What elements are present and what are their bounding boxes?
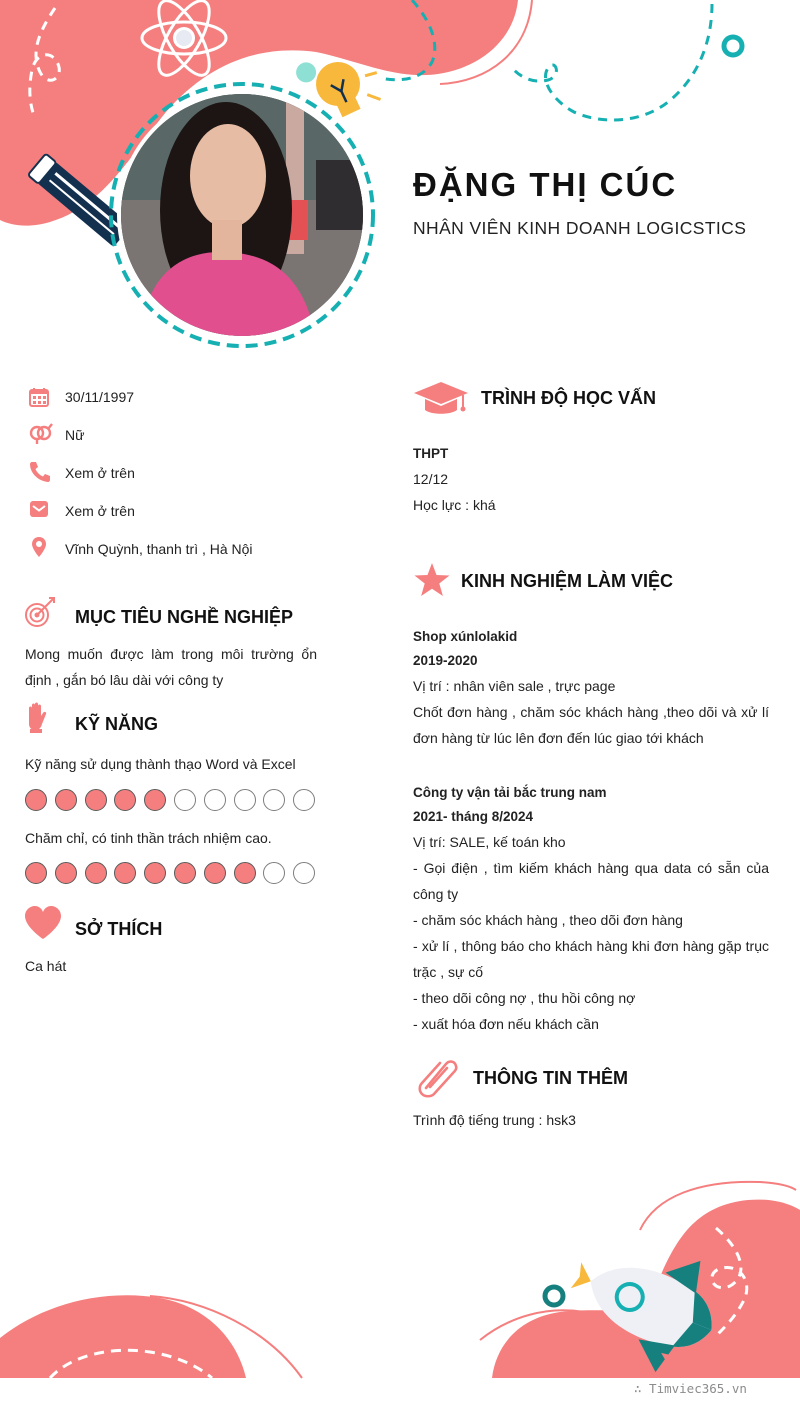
- heart-icon: [24, 906, 62, 940]
- birthday-value: 30/11/1997: [65, 389, 135, 405]
- education-title: TRÌNH ĐỘ HỌC VẤN: [481, 388, 656, 408]
- job-1-period: 2019-2020: [413, 653, 478, 668]
- calendar-icon: [28, 386, 50, 408]
- phone-icon: [28, 460, 50, 482]
- rating-dot: [174, 789, 196, 811]
- rating-dot: [204, 862, 226, 884]
- rating-dot: [293, 862, 315, 884]
- bottom-left-blob: [0, 1295, 246, 1378]
- job-2-company: Công ty vận tải bắc trung nam: [413, 785, 607, 800]
- skill-1-rating: [25, 789, 315, 811]
- target-icon: [24, 596, 58, 630]
- education-rank: Học lực : khá: [413, 497, 496, 513]
- rating-dot: [25, 862, 47, 884]
- rating-dot: [234, 789, 256, 811]
- rating-dot: [114, 862, 136, 884]
- rating-dot: [204, 789, 226, 811]
- job-1-line: Vị trí : nhân viên sale , trực page: [413, 678, 616, 694]
- mail-icon: [28, 498, 50, 520]
- job-2-line: - Gọi điện , tìm kiếm khách hàng qua data có sẵn của: [413, 860, 769, 876]
- gender-icon: [28, 422, 54, 444]
- objective-line-1: Mong muốn được làm trong môi trường ổn: [25, 646, 317, 662]
- address-value: Vĩnh Quỳnh, thanh trì , Hà Nội: [65, 541, 253, 557]
- job-1-company: Shop xúnlolakid: [413, 629, 518, 644]
- rating-dot: [85, 862, 107, 884]
- rating-dot: [174, 862, 196, 884]
- star-icon: [414, 563, 450, 597]
- ring-dot-navy: [545, 1287, 563, 1305]
- rating-dot: [55, 789, 77, 811]
- rating-dot: [144, 862, 166, 884]
- hand-icon: [24, 702, 50, 734]
- extra-text: Trình độ tiếng trung : hsk3: [413, 1112, 576, 1128]
- rating-dot: [263, 862, 285, 884]
- rating-dot: [55, 862, 77, 884]
- skill-2-rating: [25, 862, 315, 884]
- rating-dot: [293, 789, 315, 811]
- email-value: Xem ở trên: [65, 503, 135, 519]
- job-2-period: 2021- tháng 8/2024: [413, 809, 534, 824]
- job-1-line: Chốt đơn hàng , chăm sóc khách hàng ,theo dõi và xử lí: [413, 704, 769, 720]
- education-grade: 12/12: [413, 471, 449, 487]
- job-2-line: công ty: [413, 886, 459, 902]
- job-2-line: trặc , sự cố: [413, 964, 484, 980]
- skills-title: KỸ NĂNG: [75, 714, 159, 734]
- rating-dot: [85, 789, 107, 811]
- rating-dot: [234, 862, 256, 884]
- ring-dot-teal: [724, 37, 742, 55]
- job-2-line: - xử lí , thông báo cho khách hàng khi đơn hàng gặp trục: [413, 938, 769, 954]
- job-1-line: đơn hàng từ lúc lên đơn đến lúc giao tới khách: [413, 730, 704, 746]
- job-title: NHÂN VIÊN KINH DOANH LOGICSTICS: [413, 218, 747, 238]
- skill-2-name: Chăm chỉ, có tinh thần trách nhiệm cao.: [25, 830, 272, 846]
- experience-title: KINH NGHIỆM LÀM VIỆC: [461, 571, 674, 591]
- rating-dot: [25, 789, 47, 811]
- dashed-swirl-teal-right: [514, 4, 712, 120]
- candidate-name: ĐẶNG THỊ CÚC: [413, 166, 678, 203]
- rating-dot: [263, 789, 285, 811]
- hobbies-text: Ca hát: [25, 958, 67, 974]
- objective-title: MỤC TIÊU NGHỀ NGHIỆP: [75, 607, 294, 627]
- rating-dot: [144, 789, 166, 811]
- gender-value: Nữ: [65, 427, 85, 443]
- watermark: ∴ Timviec365.vn: [634, 1381, 747, 1396]
- paperclip-icon: [416, 1056, 460, 1098]
- education-school: THPT: [413, 446, 449, 461]
- job-2-line: - chăm sóc khách hàng , theo dõi đơn hàng: [413, 912, 683, 928]
- job-2-line: - theo dõi công nợ , thu hồi công nợ: [413, 990, 636, 1006]
- objective-line-2: định , gắn bó lâu dài với công ty: [25, 672, 224, 688]
- job-2-line: - xuất hóa đơn nếu khách cần: [413, 1016, 599, 1032]
- rating-dot: [114, 789, 136, 811]
- phone-value: Xem ở trên: [65, 465, 135, 481]
- extra-title: THÔNG TIN THÊM: [473, 1068, 628, 1088]
- graduation-cap-icon: [413, 380, 469, 416]
- skill-1-name: Kỹ năng sử dụng thành thạo Word và Excel: [25, 756, 296, 772]
- job-2-line: Vị trí: SALE, kế toán kho: [413, 834, 566, 850]
- hobbies-title: SỞ THÍCH: [75, 919, 163, 939]
- location-icon: [28, 536, 50, 558]
